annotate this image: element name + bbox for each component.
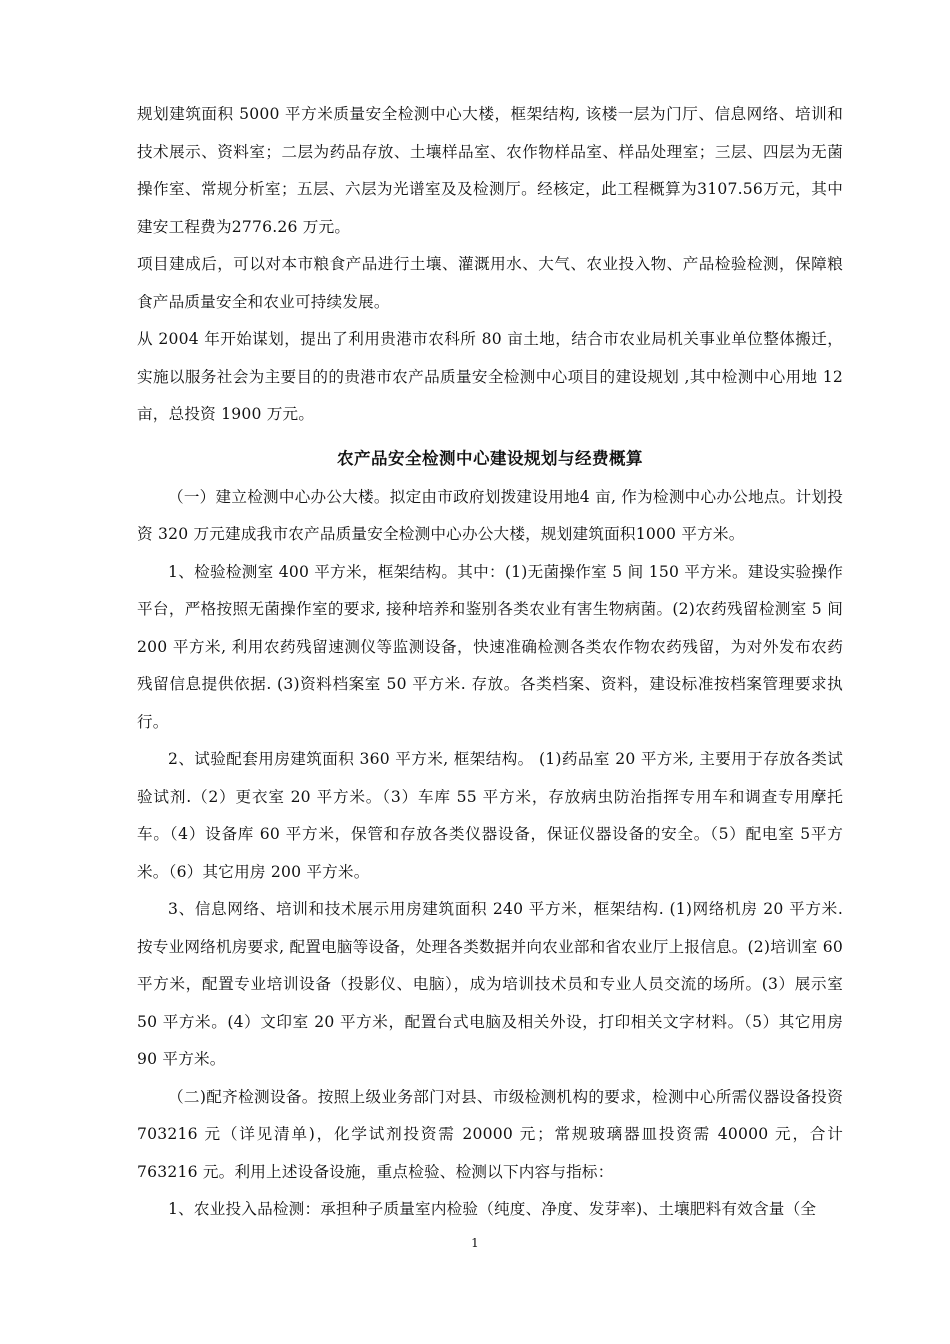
paragraph-support-rooms: 2、试验配套用房建筑面积 360 平方米, 框架结构。 (1)药品室 20 平方米, 主要用于存放各类试验试剂.（2）更衣室 20 平方米。（3）车库 55 平方米，存放病虫防治指挥专用车和调查专用摩托车。（4）设备库 60 平方米，保管和存放各类仪器设备，保证仪器设备的安全。（5）配电室 5平方米。（6）其它用房 200 平方米。 <box>137 750 843 881</box>
paragraph-project-benefits: 项目建成后，可以对本市粮食产品进行土壤、灌溉用水、大气、农业投入物、产品检验检测，保障粮食产品质量安全和农业可持续发展。 <box>137 255 843 311</box>
document-page <box>137 96 843 1229</box>
section-title: 农产品安全检测中心建设规划与经费概算 <box>337 448 643 468</box>
paragraph-input-inspection: 1、农业投入品检测：承担种子质量室内检验（纯度、净度、发芽率)、土壤肥料有效含量（全 <box>168 1200 817 1218</box>
paragraph-project-history: 从 2004 年开始谋划，提出了利用贵港市农科所 80 亩土地，结合市农业局机关事业单位整体搬迁，实施以服务社会为主要目的的贵港市农产品质量安全检测中心项目的建设规划 ,其中检测中心用地 12 亩，总投资 1900 万元。 <box>137 330 843 423</box>
paragraph-equipment: （二)配齐检测设备。按照上级业务部门对县、市级检测机构的要求，检测中心所需仪器设备投资 703216 元（详见清单)，化学试剂投资需 20000 元；常规玻璃器皿投资需 40000 元，合计763216 元。利用上述设备设施，重点检验、检测以下内容与指标： <box>137 1087 843 1181</box>
page-number: 1 <box>471 1236 479 1250</box>
paragraph-office-building: （一）建立检测中心办公大楼。拟定由市政府划拨建设用地4 亩, 作为检测中心办公地点。计划投资 320 万元建成我市农产品质量安全检测中心办公大楼，规划建筑面积1000 平方米。 <box>137 487 843 543</box>
paragraph-network-training-rooms: 3、信息网络、培训和技术展示用房建筑面积 240 平方米，框架结构. (1)网络机房 20 平方米. 按专业网络机房要求, 配置电脑等设备，处理各类数据并向农业部和省农业厅上报信息。(2)培训室 60 平方米，配置专业培训设备（投影仪、电脑），成为培训技术员和专业人员交流的场所。(3）展示室 50 平方米。(4）文印室 20 平方米，配置台式电脑及相关外设，打印相关文字材料。（5）其它用房 90 平方米。 <box>137 900 843 1068</box>
paragraph-inspection-rooms: 1、检验检测室 400 平方米，框架结构。其中：(1)无菌操作室 5 间 150 平方米。建设实验操作平台，严格按照无菌操作室的要求, 接种培养和鉴别各类农业有害生物病菌。(2)农药残留检测室 5 间 200 平方米, 利用农药残留速测仪等监测设备，快速准确检测各类农作物农药残留，为对外发布农药残留信息提供依据. (3)资料档案室 50 平方米. 存放。各类档案、资料，建设标准按档案管理要求执行。 <box>137 562 843 731</box>
paragraph-building-plan: 规划建筑面积 5000 平方米质量安全检测中心大楼，框架结构, 该楼一层为门厅、信息网络、培训和技术展示、资料室；二层为药品存放、土壤样品室、农作物样品室、样品处理室；三层、四层为无菌操作室、常规分析室；五层、六层为光谱室及及检测厅。经核定，此工程概算为3107.56万元，其中建安工程费为2776.26 万元。 <box>137 105 843 236</box>
